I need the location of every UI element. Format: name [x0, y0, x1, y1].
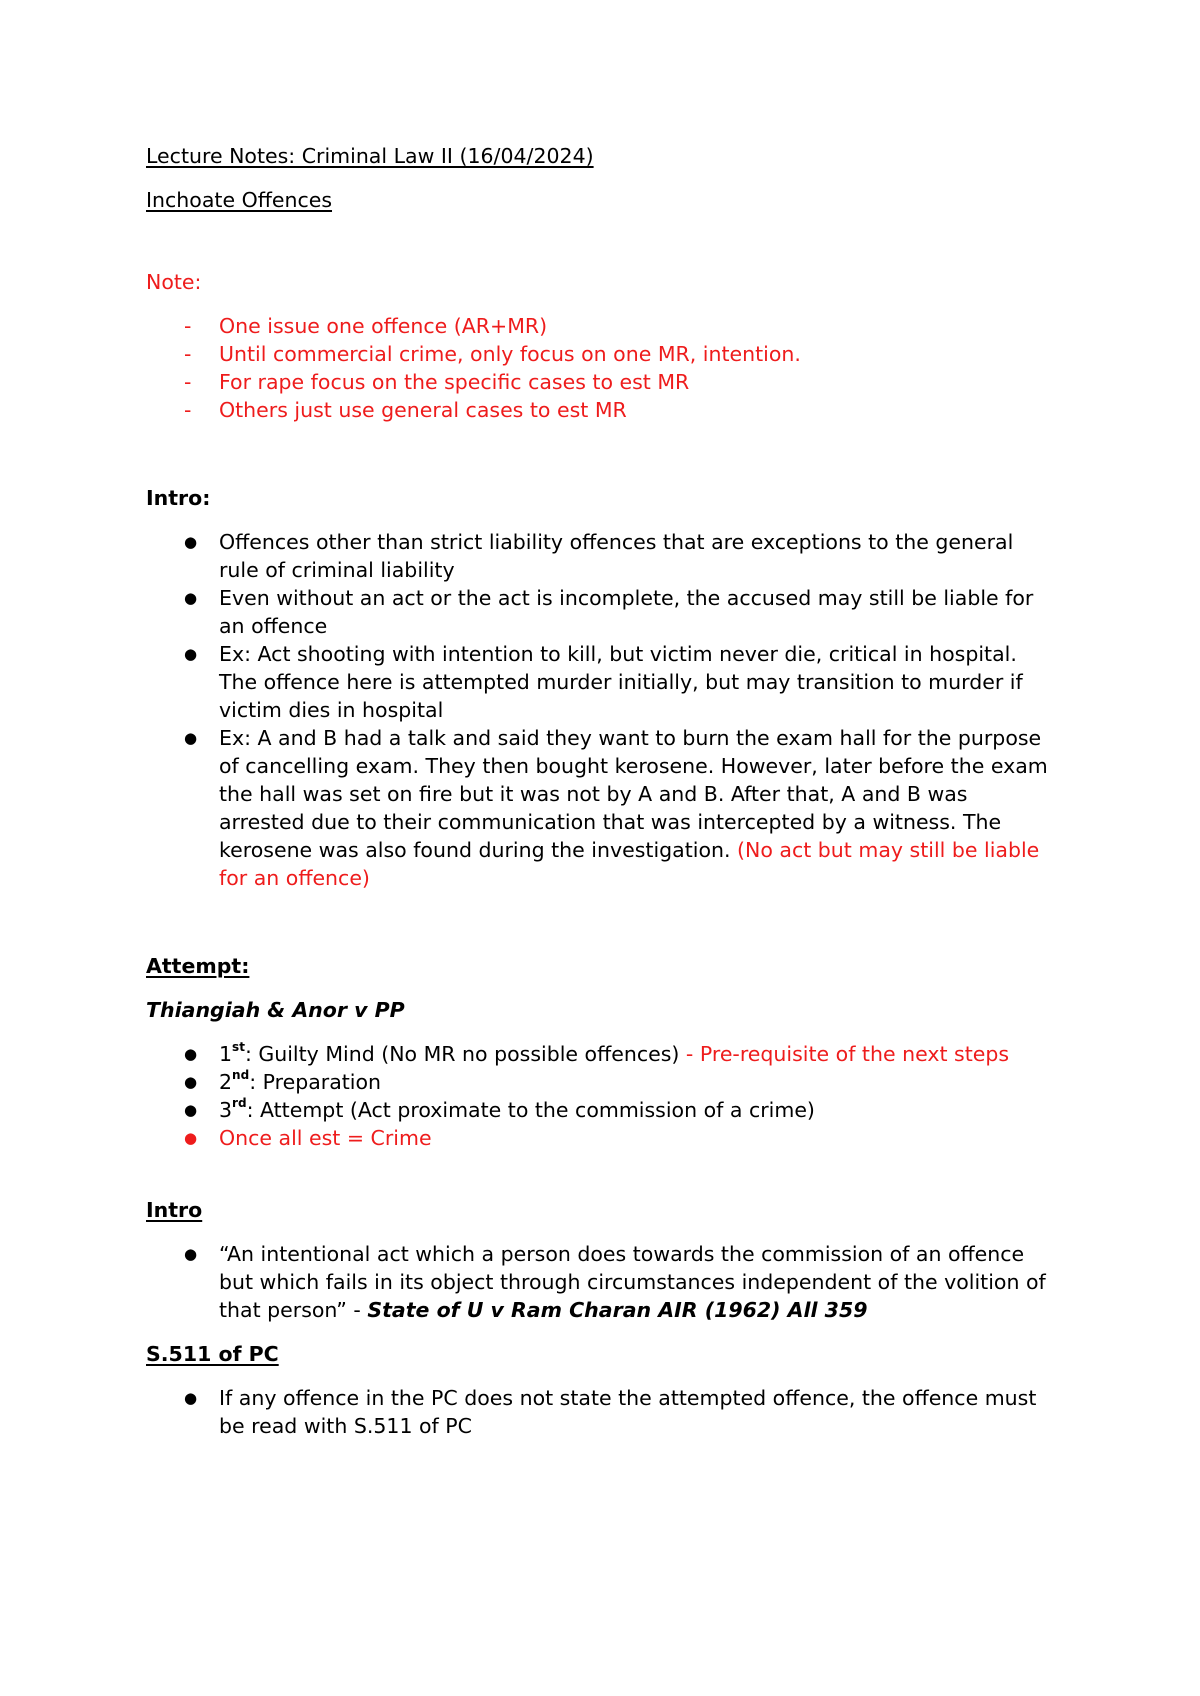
- spacer: [146, 1324, 1080, 1340]
- list-item: - Until commercial crime, only focus on one MR, intention.: [184, 342, 801, 366]
- bullet-icon: ●: [184, 1245, 198, 1263]
- intro2-list: [146, 1240, 1080, 1324]
- spacer: [146, 892, 1080, 952]
- bullet-icon: ●: [184, 645, 198, 663]
- s511-list: [146, 1384, 1080, 1440]
- spacer: [146, 1024, 1080, 1040]
- red-note: (No act but may still be liable for an offence): [219, 838, 1040, 890]
- case-citation: State of U v Ram Charan AIR (1962) All 359: [367, 1298, 868, 1322]
- s511-heading: S.511 of PC: [146, 1342, 279, 1366]
- spacer: [146, 1152, 1080, 1196]
- dash-marker: -: [184, 342, 192, 366]
- spacer: [146, 170, 1080, 186]
- list-item: ● Ex: Act shooting with intention to kill, but victim never die, critical in hospital. The offence here is attempted murder initially, but may transition to murder if victim dies in hospital: [184, 642, 1023, 722]
- dash-marker: -: [184, 370, 192, 394]
- note-list: [146, 312, 1080, 424]
- case-name: Thiangiah & Anor v PP: [146, 998, 405, 1022]
- list-item: - For rape focus on the specific cases to est MR: [184, 370, 690, 394]
- intro2-heading: Intro: [146, 1198, 203, 1222]
- intro-heading: Intro:: [146, 486, 211, 510]
- document-title: Lecture Notes: Criminal Law II (16/04/2024): [146, 144, 594, 168]
- list-item: ● “An intentional act which a person does towards the commission of an offence but which fails in its object through circumstances independent of the volition of that person” - State of U v Ram Charan AIR (1962) All 359: [184, 1242, 1046, 1322]
- spacer: [146, 296, 1080, 312]
- spacer: [146, 980, 1080, 996]
- spacer: [146, 1368, 1080, 1384]
- bullet-icon: ●: [184, 533, 198, 551]
- list-item: - One issue one offence (AR+MR): [184, 314, 548, 338]
- list-item: ● Offences other than strict liability offences that are exceptions to the general rule of criminal liability: [184, 530, 1014, 582]
- list-item: ● If any offence in the PC does not state the attempted offence, the offence must be read with S.511 of PC: [184, 1386, 1037, 1438]
- bullet-icon: ●: [184, 589, 198, 607]
- document-subtitle: Inchoate Offences: [146, 188, 333, 212]
- red-note: - Pre-requisite of the next steps: [685, 1042, 1010, 1066]
- bullet-icon: ●: [184, 1101, 198, 1119]
- dash-marker: -: [184, 314, 192, 338]
- list-item: ● 2nd: Preparation: [184, 1068, 382, 1094]
- list-item: - Others just use general cases to est MR: [184, 398, 627, 422]
- bullet-icon: ●: [184, 1129, 198, 1147]
- note-label: Note:: [146, 270, 202, 294]
- spacer: [146, 1224, 1080, 1240]
- list-item: ● Ex: A and B had a talk and said they want to burn the exam hall for the purpose of cancelling exam. They then bought kerosene. However, later before the exam the hall was set on fire but it was not by A and B. After that, A and B was arrested due to their communication that was intercepted by a witness. The kerosene was also found during the investigation. (No act but may still be liable for an offence): [184, 726, 1048, 890]
- list-item: ● 3rd: Attempt (Act proximate to the commission of a crime): [184, 1096, 815, 1122]
- spacer: [146, 214, 1080, 268]
- list-item: ● Even without an act or the act is incomplete, the accused may still be liable for an offence: [184, 586, 1034, 638]
- list-item: ● 1st: Guilty Mind (No MR no possible offences) - Pre-requisite of the next steps: [184, 1040, 1010, 1066]
- dash-marker: -: [184, 398, 192, 422]
- list-item: ● Once all est = Crime: [184, 1126, 432, 1150]
- bullet-icon: ●: [184, 1045, 198, 1063]
- intro-list: [146, 528, 1080, 892]
- bullet-icon: ●: [184, 1073, 198, 1091]
- bullet-icon: ●: [184, 729, 198, 747]
- bullet-icon: ●: [184, 1389, 198, 1407]
- attempt-steps-list: [146, 1040, 1080, 1152]
- attempt-heading: Attempt:: [146, 954, 250, 978]
- spacer: [146, 424, 1080, 484]
- spacer: [146, 512, 1080, 528]
